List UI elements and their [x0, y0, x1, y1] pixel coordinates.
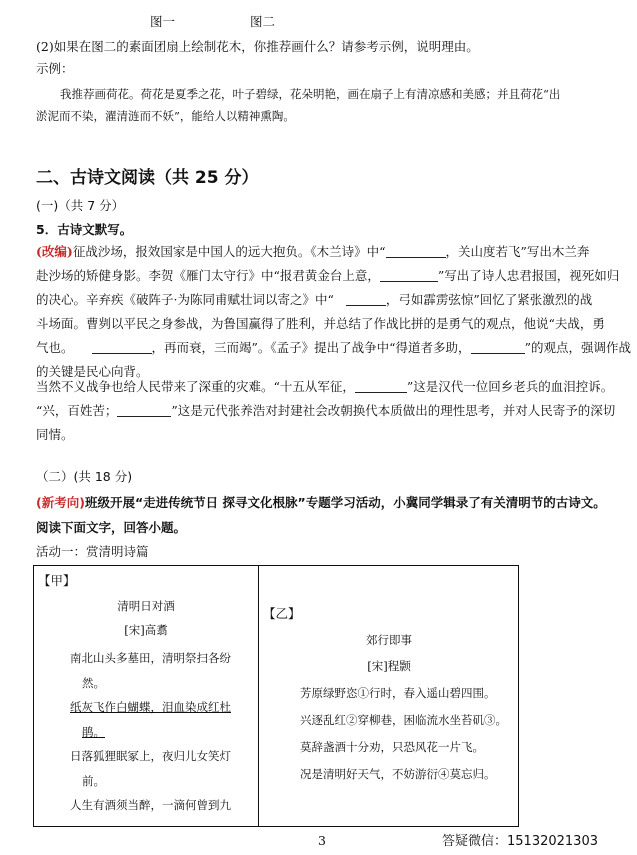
example-line-2: 淤泥而不染，濯清涟而不妖”，能给人以精神熏陶。: [36, 109, 295, 123]
poem-jia-author: [宋]高翥: [124, 623, 168, 637]
example-line-1: 我推荐画荷花。荷花是夏季之花，叶子碧绿，花朵明艳，画在扇子上有清凉感和美感；并且荷花“出: [60, 87, 561, 101]
poem-jia-underlined-line: 纸灰飞作白蝴蝶，泪血染成红杜: [70, 700, 231, 714]
poem-jia-body: 南北山头多墓田，清明祭扫各纷 然。 纸灰飞作白蝴蝶，泪血染成红杜 鹃。 日落狐狸眠冢上，夜归儿女笑灯 前。 人生有酒须当醉，一滴何曾到九: [70, 646, 256, 818]
blank-5[interactable]: [471, 339, 525, 354]
blank-3[interactable]: [346, 291, 386, 306]
poem-divider: [258, 566, 259, 826]
blank-4[interactable]: [92, 339, 152, 354]
page-number: 3: [318, 833, 326, 848]
blank-7[interactable]: [117, 402, 171, 417]
poem-comparison-box: [33, 565, 519, 827]
adapted-tag: (改编): [36, 244, 73, 259]
poem-yi-label: 【乙】: [263, 606, 301, 621]
part-2-heading: （二）(共 18 分): [36, 469, 133, 484]
figure-1-caption: 图一: [150, 14, 176, 29]
contact-info: 答疑微信：15132021303: [442, 834, 598, 849]
question-5-heading: 5．古诗文默写。: [36, 222, 133, 237]
activity-intro-line-2: 阅读下面文字，回答小题。: [36, 520, 187, 535]
poem-yi-title: 郊行即事: [366, 633, 412, 647]
blank-6[interactable]: [355, 378, 407, 393]
question-2: (2)如果在图二的素面团扇上绘制花木，你推荐画什么？请参考示例，说明理由。: [36, 39, 479, 54]
figure-2-caption: 图二: [250, 14, 276, 29]
poem-jia-label: 【甲】: [38, 573, 76, 588]
poem-jia-title: 清明日对酒: [117, 599, 175, 613]
blank-1[interactable]: [386, 243, 446, 258]
activity-intro-line-1: (新考向)班级开展“走进传统节日 探寻文化根脉”专题学习活动，小冀同学辑录了有关清明节的古诗文。: [36, 495, 606, 510]
poem-yi-body: 芳原绿野恣①行时，春入遥山碧四围。 兴逐乱红②穿柳巷，困临流水坐苔矶③。 莫辞盏酒十分劝，只恐风花一片飞。 况是清明好天气，不妨游衍④莫忘归。: [300, 686, 507, 781]
section-title: 二、古诗文阅读（共 25 分）: [36, 168, 259, 188]
blank-2[interactable]: [380, 267, 438, 282]
poem-yi-author: [宋]程颢: [367, 659, 411, 673]
part-1-heading: (一)（共 7 分）: [36, 198, 125, 213]
fill-in-paragraph-2: 当然不义战争也给人民带来了深重的灾难。“十五从军征， ”这是汉代一位回乡老兵的血泪控诉。 “兴，百姓苦； ”这是元代张养浩对封建社会改朝换代本质做出的理性思考，并对人民寄予的深切 同情。: [36, 379, 616, 442]
activity-1-title: 活动一：赏清明诗篇: [36, 544, 149, 559]
new-trend-tag: (新考向): [36, 495, 85, 510]
example-label: 示例：: [36, 61, 74, 76]
fill-in-paragraph-1: (改编)征战沙场，报效国家是中国人的远大抱负。《木兰诗》中“ ，关山度若飞”写出木兰奔 赴沙场的矫健身影。李贺《雁门太守行》中“报君黄金台上意， ”写出了诗人忠君报国，视死如归 的决心。辛弃疾《破阵子·为陈同甫赋壮词以寄之》中“ ，弓如霹雳弦惊”回忆了紧张激烈的战 斗场面。曹刿以平民之身参战，为鲁国赢得了胜利，并总结了作战比拼的是勇气的观点，他说“夫战，勇 气也。 ，再而衰，三而竭”。《孟子》提出了战争中“得道者多助， ”的观点，强调作战 的关键是民心向背。: [36, 244, 631, 379]
